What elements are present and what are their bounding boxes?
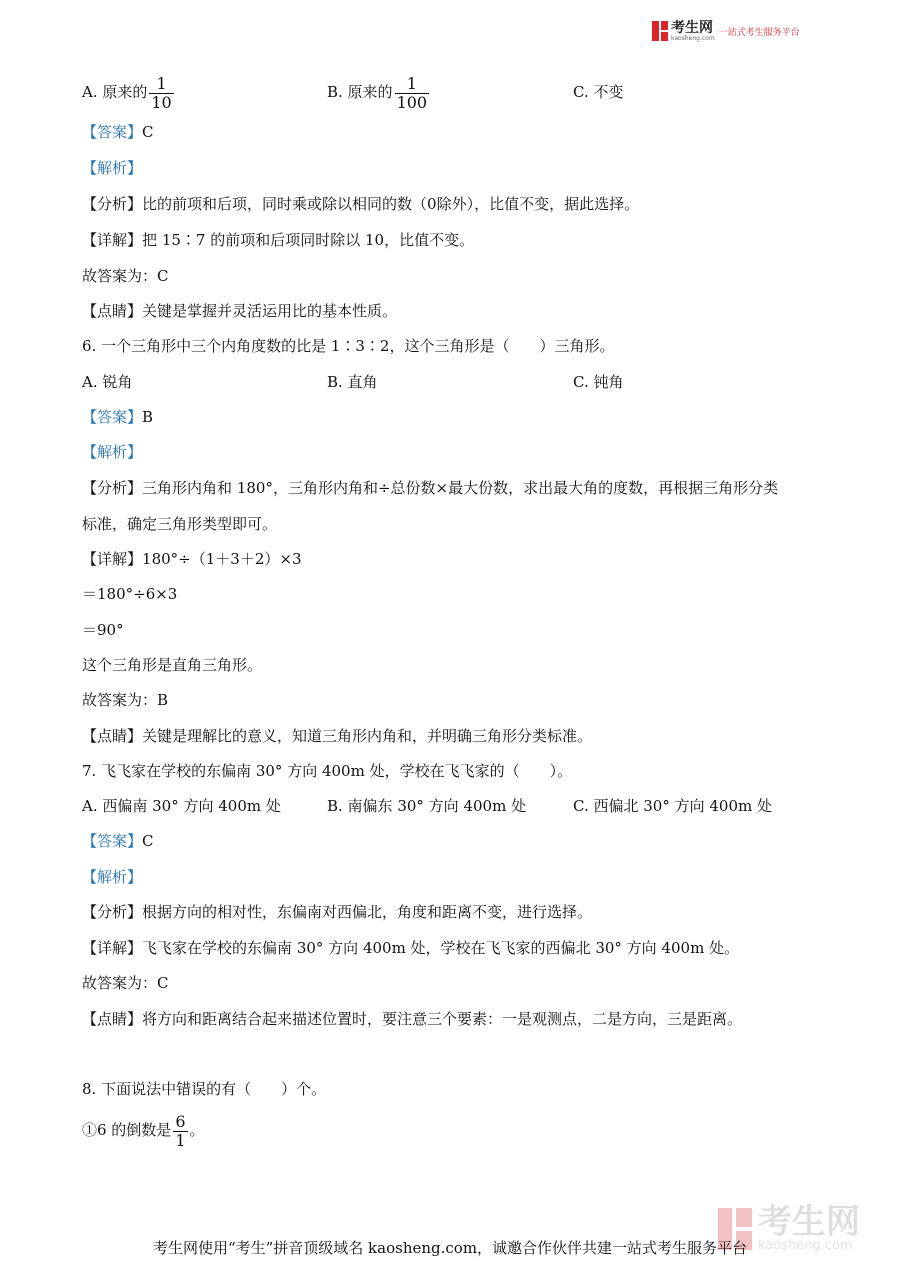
q6-step-2: ＝180°÷6×3 (82, 585, 178, 603)
watermark-text: 考生网 (758, 1202, 860, 1242)
q5-option-c: C. 不变 (573, 83, 624, 101)
q5-option-a (82, 72, 176, 112)
q8-item-1-label: ①6 的倒数是 (82, 1121, 172, 1139)
q7-dianjing: 【点睛】将方向和距离结合起来描述位置时，要注意三个要素：一是观测点，二是方向，三是距离。 (82, 1010, 743, 1028)
q6-fenxi: 【分析】三角形内角和 180°，三角形内角和÷总份数×最大份数，求出最大角的度数，再根据三角形分类 (82, 479, 779, 497)
logo-wordmark (671, 21, 715, 42)
q5-analysis-heading: 【解析】 (82, 159, 143, 177)
q6-xiangjie: 【详解】180°÷（1＋3＋2）×3 (82, 550, 302, 568)
q5-option-b-fraction (395, 75, 430, 112)
header-logo (652, 20, 800, 42)
q8-item-1-fraction (173, 1113, 187, 1150)
q5-option-b-label: B. 原来的 (327, 83, 393, 101)
q8-item-1 (82, 1110, 205, 1150)
q8-question: 8. 下面说法中错误的有（ ）个。 (82, 1080, 327, 1098)
q6-dianjing: 【点睛】关键是理解比的意义，知道三角形内角和，并明确三角形分类标准。 (82, 727, 593, 745)
q7-final-answer: 故答案为：C (82, 974, 169, 992)
q6-question: 6. 一个三角形中三个内角度数的比是 1∶3∶2，这个三角形是（ ）三角形。 (82, 337, 615, 355)
logo-slogan: 一站式考生服务平台 (718, 27, 800, 38)
q7-option-a: A. 西偏南 30° 方向 400m 处 (82, 797, 281, 815)
q5-answer: 【答案】C (82, 123, 154, 141)
q6-answer: 【答案】B (82, 408, 154, 426)
fraction-denominator: 10 (151, 92, 172, 112)
q5-option-a-fraction (149, 75, 173, 112)
q6-analysis-heading: 【解析】 (82, 443, 143, 461)
fraction-numerator: 1 (395, 75, 430, 94)
q6-option-c: C. 钝角 (573, 373, 624, 391)
q6-fenxi-continued: 标准，确定三角形类型即可。 (82, 515, 278, 533)
q5-option-a-label: A. 原来的 (82, 83, 148, 101)
q7-question: 7. 飞飞家在学校的东偏南 30° 方向 400m 处，学校在飞飞家的（ ）。 (82, 762, 573, 780)
q6-option-a: A. 锐角 (82, 373, 133, 391)
q6-option-b: B. 直角 (327, 373, 378, 391)
q7-option-c: C. 西偏北 30° 方向 400m 处 (573, 797, 772, 815)
q6-step-3: ＝90° (82, 621, 124, 639)
q6-conclusion: 这个三角形是直角三角形。 (82, 656, 263, 674)
q8-item-1-end: 。 (189, 1121, 205, 1139)
q7-option-b: B. 南偏东 30° 方向 400m 处 (327, 797, 527, 815)
fraction-numerator: 1 (149, 75, 173, 94)
fraction-denominator: 1 (175, 1130, 186, 1150)
q5-dianjing: 【点睛】关键是掌握并灵活运用比的基本性质。 (82, 302, 398, 320)
q5-xiangjie: 【详解】把 15∶7 的前项和后项同时除以 10，比值不变。 (82, 231, 475, 249)
kaosheng-logo-icon (652, 21, 668, 41)
q7-analysis-heading: 【解析】 (82, 868, 143, 886)
fraction-denominator: 100 (396, 92, 428, 112)
q5-fenxi: 【分析】比的前项和后项，同时乘或除以相同的数（0除外），比值不变，据此选择。 (82, 195, 640, 213)
fraction-numerator: 6 (175, 1111, 186, 1131)
watermark-sub: kaosheng.com (758, 1238, 853, 1253)
q5-final-answer: 故答案为：C (82, 267, 169, 285)
q5-option-b (327, 72, 431, 112)
q7-xiangjie: 【详解】飞飞家在学校的东偏南 30° 方向 400m 处，学校在飞飞家的西偏北 30° 方向 400m 处。 (82, 939, 740, 957)
q7-answer: 【答案】C (82, 832, 154, 850)
q6-final-answer: 故答案为：B (82, 691, 169, 709)
logo-sub: kaosheng.com (671, 34, 715, 42)
page-footer: 考生网使用“考生”拼音顶级域名 kaosheng.com，诚邀合作伙伴共建一站式考生服务平台 (152, 1239, 748, 1257)
q7-fenxi: 【分析】根据方向的相对性，东偏南对西偏北，角度和距离不变，进行选择。 (82, 903, 593, 921)
logo-text: 考生网 (671, 19, 713, 36)
